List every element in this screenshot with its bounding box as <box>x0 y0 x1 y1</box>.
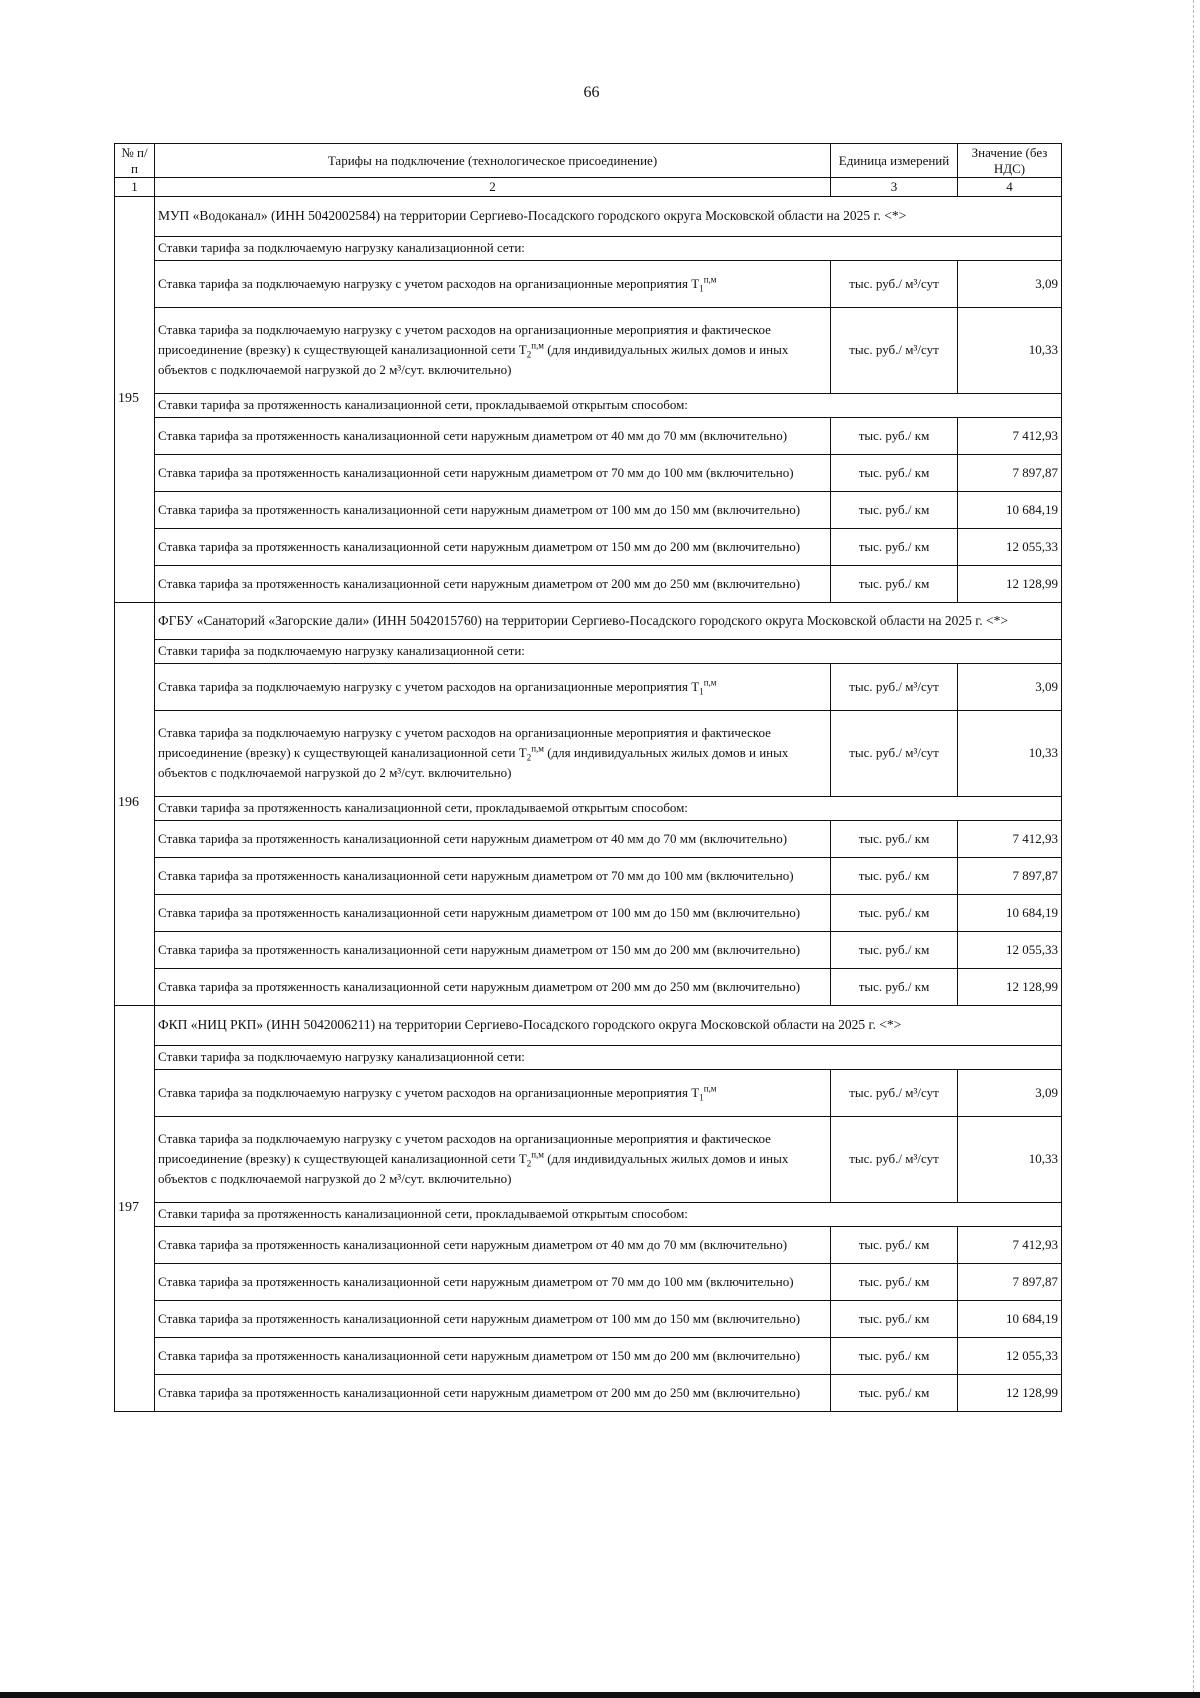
row-value: 12 055,33 <box>958 528 1062 565</box>
table-row <box>115 820 1062 857</box>
length-header: Ставки тарифа за протяженность канализационной сети, прокладываемой открытым способом: <box>155 393 1062 417</box>
row-value: 10 684,19 <box>958 491 1062 528</box>
row-unit: тыс. руб./ км <box>831 491 958 528</box>
row-description: Ставка тарифа за протяженность канализационной сети наружным диаметром от 70 мм до 100 мм (включительно) <box>155 454 831 491</box>
row-description: Ставка тарифа за подключаемую нагрузку с учетом расходов на организационные мероприятия $T_1^{п,м}$ <box>155 1069 831 1116</box>
length-header: Ставки тарифа за протяженность канализационной сети, прокладываемой открытым способом: <box>155 796 1062 820</box>
table-row <box>115 417 1062 454</box>
row-unit: тыс. руб./ м³/сут <box>831 1069 958 1116</box>
section-number: 197 <box>115 1005 155 1411</box>
section-number: 195 <box>115 196 155 602</box>
column-index-row <box>115 178 1062 197</box>
subsection-row <box>115 1045 1062 1069</box>
load-header: Ставки тарифа за подключаемую нагрузку канализационной сети: <box>155 1045 1062 1069</box>
row-value: 12 128,99 <box>958 1374 1062 1411</box>
row-unit: тыс. руб./ км <box>831 931 958 968</box>
row-description: Ставка тарифа за протяженность канализационной сети наружным диаметром от 200 мм до 250 мм (включительно) <box>155 968 831 1005</box>
scan-bottom-border <box>0 1692 1200 1698</box>
row-unit: тыс. руб./ км <box>831 894 958 931</box>
table-row <box>115 1374 1062 1411</box>
tariff-section <box>115 602 1062 1005</box>
row-value: 7 412,93 <box>958 1226 1062 1263</box>
table-row <box>115 260 1062 307</box>
table-row <box>115 857 1062 894</box>
table-row <box>115 931 1062 968</box>
column-index: 4 <box>958 178 1062 197</box>
header-value: Значение (без НДС) <box>958 144 1062 178</box>
column-index: 2 <box>155 178 831 197</box>
row-value: 12 055,33 <box>958 1337 1062 1374</box>
row-unit: тыс. руб./ м³/сут <box>831 260 958 307</box>
table-row <box>115 491 1062 528</box>
subsection-row <box>115 796 1062 820</box>
row-value: 10,33 <box>958 710 1062 796</box>
org-row <box>115 1005 1062 1045</box>
header-title: Тарифы на подключение (технологическое присоединение) <box>155 144 831 178</box>
table-row <box>115 1337 1062 1374</box>
row-unit: тыс. руб./ км <box>831 1374 958 1411</box>
table-row <box>115 663 1062 710</box>
row-value: 7 897,87 <box>958 454 1062 491</box>
table-row <box>115 307 1062 393</box>
row-unit: тыс. руб./ км <box>831 820 958 857</box>
section-number: 196 <box>115 602 155 1005</box>
row-value: 7 897,87 <box>958 1263 1062 1300</box>
tariff-section <box>115 196 1062 602</box>
row-unit: тыс. руб./ м³/сут <box>831 663 958 710</box>
row-description: Ставка тарифа за подключаемую нагрузку с учетом расходов на организационные мероприятия и фактическое присоединение (врезку) к существующей канализационной сети $T_2^{п,м}$ (для индивидуальных жилых домов и иных объектов с подключаемой нагрузкой до 2 м³/сут. включительно) <box>155 710 831 796</box>
row-description: Ставка тарифа за подключаемую нагрузку с учетом расходов на организационные мероприятия и фактическое присоединение (врезку) к существующей канализационной сети $T_2^{п,м}$ (для индивидуальных жилых домов и иных объектов с подключаемой нагрузкой до 2 м³/сут. включительно) <box>155 307 831 393</box>
row-description: Ставка тарифа за протяженность канализационной сети наружным диаметром от 200 мм до 250 мм (включительно) <box>155 1374 831 1411</box>
row-description: Ставка тарифа за протяженность канализационной сети наружным диаметром от 100 мм до 150 мм (включительно) <box>155 894 831 931</box>
load-header: Ставки тарифа за подключаемую нагрузку канализационной сети: <box>155 639 1062 663</box>
table-row <box>115 1263 1062 1300</box>
row-unit: тыс. руб./ м³/сут <box>831 1116 958 1202</box>
row-description: Ставка тарифа за протяженность канализационной сети наружным диаметром от 200 мм до 250 мм (включительно) <box>155 565 831 602</box>
row-unit: тыс. руб./ км <box>831 417 958 454</box>
row-value: 7 412,93 <box>958 820 1062 857</box>
row-unit: тыс. руб./ м³/сут <box>831 710 958 796</box>
org-title: ФГБУ «Санаторий «Загорские дали» (ИНН 5042015760) на территории Сергиево-Посадского городского округа Московской области на 2025 г. <*> <box>155 602 1062 639</box>
row-value: 7 412,93 <box>958 417 1062 454</box>
row-description: Ставка тарифа за подключаемую нагрузку с учетом расходов на организационные мероприятия и фактическое присоединение (врезку) к существующей канализационной сети $T_2^{п,м}$ (для индивидуальных жилых домов и иных объектов с подключаемой нагрузкой до 2 м³/сут. включительно) <box>155 1116 831 1202</box>
row-unit: тыс. руб./ м³/сут <box>831 307 958 393</box>
subsection-row <box>115 393 1062 417</box>
table-row <box>115 454 1062 491</box>
row-description: Ставка тарифа за протяженность канализационной сети наружным диаметром от 100 мм до 150 мм (включительно) <box>155 1300 831 1337</box>
row-description: Ставка тарифа за протяженность канализационной сети наружным диаметром от 150 мм до 200 мм (включительно) <box>155 1337 831 1374</box>
row-value: 10,33 <box>958 307 1062 393</box>
row-description: Ставка тарифа за протяженность канализационной сети наружным диаметром от 40 мм до 70 мм (включительно) <box>155 820 831 857</box>
table-row <box>115 894 1062 931</box>
subsection-row <box>115 236 1062 260</box>
row-description: Ставка тарифа за протяженность канализационной сети наружным диаметром от 150 мм до 200 мм (включительно) <box>155 931 831 968</box>
row-value: 12 055,33 <box>958 931 1062 968</box>
row-value: 12 128,99 <box>958 968 1062 1005</box>
header-unit: Единица измерений <box>831 144 958 178</box>
row-unit: тыс. руб./ км <box>831 1226 958 1263</box>
row-value: 3,09 <box>958 663 1062 710</box>
subsection-row <box>115 1202 1062 1226</box>
org-row <box>115 196 1062 236</box>
row-unit: тыс. руб./ км <box>831 857 958 894</box>
row-description: Ставка тарифа за протяженность канализационной сети наружным диаметром от 40 мм до 70 мм (включительно) <box>155 1226 831 1263</box>
row-value: 10 684,19 <box>958 1300 1062 1337</box>
header-num: № п/п <box>115 144 155 178</box>
table-row <box>115 528 1062 565</box>
row-value: 3,09 <box>958 1069 1062 1116</box>
row-unit: тыс. руб./ км <box>831 968 958 1005</box>
column-index: 1 <box>115 178 155 197</box>
load-header: Ставки тарифа за подключаемую нагрузку канализационной сети: <box>155 236 1062 260</box>
org-title: МУП «Водоканал» (ИНН 5042002584) на территории Сергиево-Посадского городского округа Московской области на 2025 г. <*> <box>155 196 1062 236</box>
table-row <box>115 565 1062 602</box>
table-row <box>115 1069 1062 1116</box>
row-unit: тыс. руб./ км <box>831 1300 958 1337</box>
row-description: Ставка тарифа за протяженность канализационной сети наружным диаметром от 100 мм до 150 мм (включительно) <box>155 491 831 528</box>
org-title: ФКП «НИЦ РКП» (ИНН 5042006211) на территории Сергиево-Посадского городского округа Московской области на 2025 г. <*> <box>155 1005 1062 1045</box>
row-value: 7 897,87 <box>958 857 1062 894</box>
row-description: Ставка тарифа за протяженность канализационной сети наружным диаметром от 70 мм до 100 мм (включительно) <box>155 857 831 894</box>
org-row <box>115 602 1062 639</box>
table-row <box>115 1116 1062 1202</box>
column-index: 3 <box>831 178 958 197</box>
row-unit: тыс. руб./ км <box>831 565 958 602</box>
row-description: Ставка тарифа за протяженность канализационной сети наружным диаметром от 40 мм до 70 мм (включительно) <box>155 417 831 454</box>
subsection-row <box>115 639 1062 663</box>
row-description: Ставка тарифа за подключаемую нагрузку с учетом расходов на организационные мероприятия $T_1^{п,м}$ <box>155 260 831 307</box>
length-header: Ставки тарифа за протяженность канализационной сети, прокладываемой открытым способом: <box>155 1202 1062 1226</box>
row-value: 10,33 <box>958 1116 1062 1202</box>
tariff-section <box>115 1005 1062 1411</box>
table-header-row <box>115 144 1062 178</box>
table-row <box>115 1300 1062 1337</box>
table-row <box>115 968 1062 1005</box>
row-value: 10 684,19 <box>958 894 1062 931</box>
row-unit: тыс. руб./ км <box>831 1263 958 1300</box>
scan-edge-line <box>1192 0 1194 1698</box>
row-description: Ставка тарифа за подключаемую нагрузку с учетом расходов на организационные мероприятия $T_1^{п,м}$ <box>155 663 831 710</box>
row-value: 3,09 <box>958 260 1062 307</box>
row-unit: тыс. руб./ км <box>831 528 958 565</box>
page-number: 66 <box>583 84 600 101</box>
row-description: Ставка тарифа за протяженность канализационной сети наружным диаметром от 70 мм до 100 мм (включительно) <box>155 1263 831 1300</box>
table-row <box>115 1226 1062 1263</box>
row-unit: тыс. руб./ км <box>831 454 958 491</box>
row-description: Ставка тарифа за протяженность канализационной сети наружным диаметром от 150 мм до 200 мм (включительно) <box>155 528 831 565</box>
row-unit: тыс. руб./ км <box>831 1337 958 1374</box>
table-row <box>115 710 1062 796</box>
tariff-table <box>114 143 1062 1412</box>
row-value: 12 128,99 <box>958 565 1062 602</box>
